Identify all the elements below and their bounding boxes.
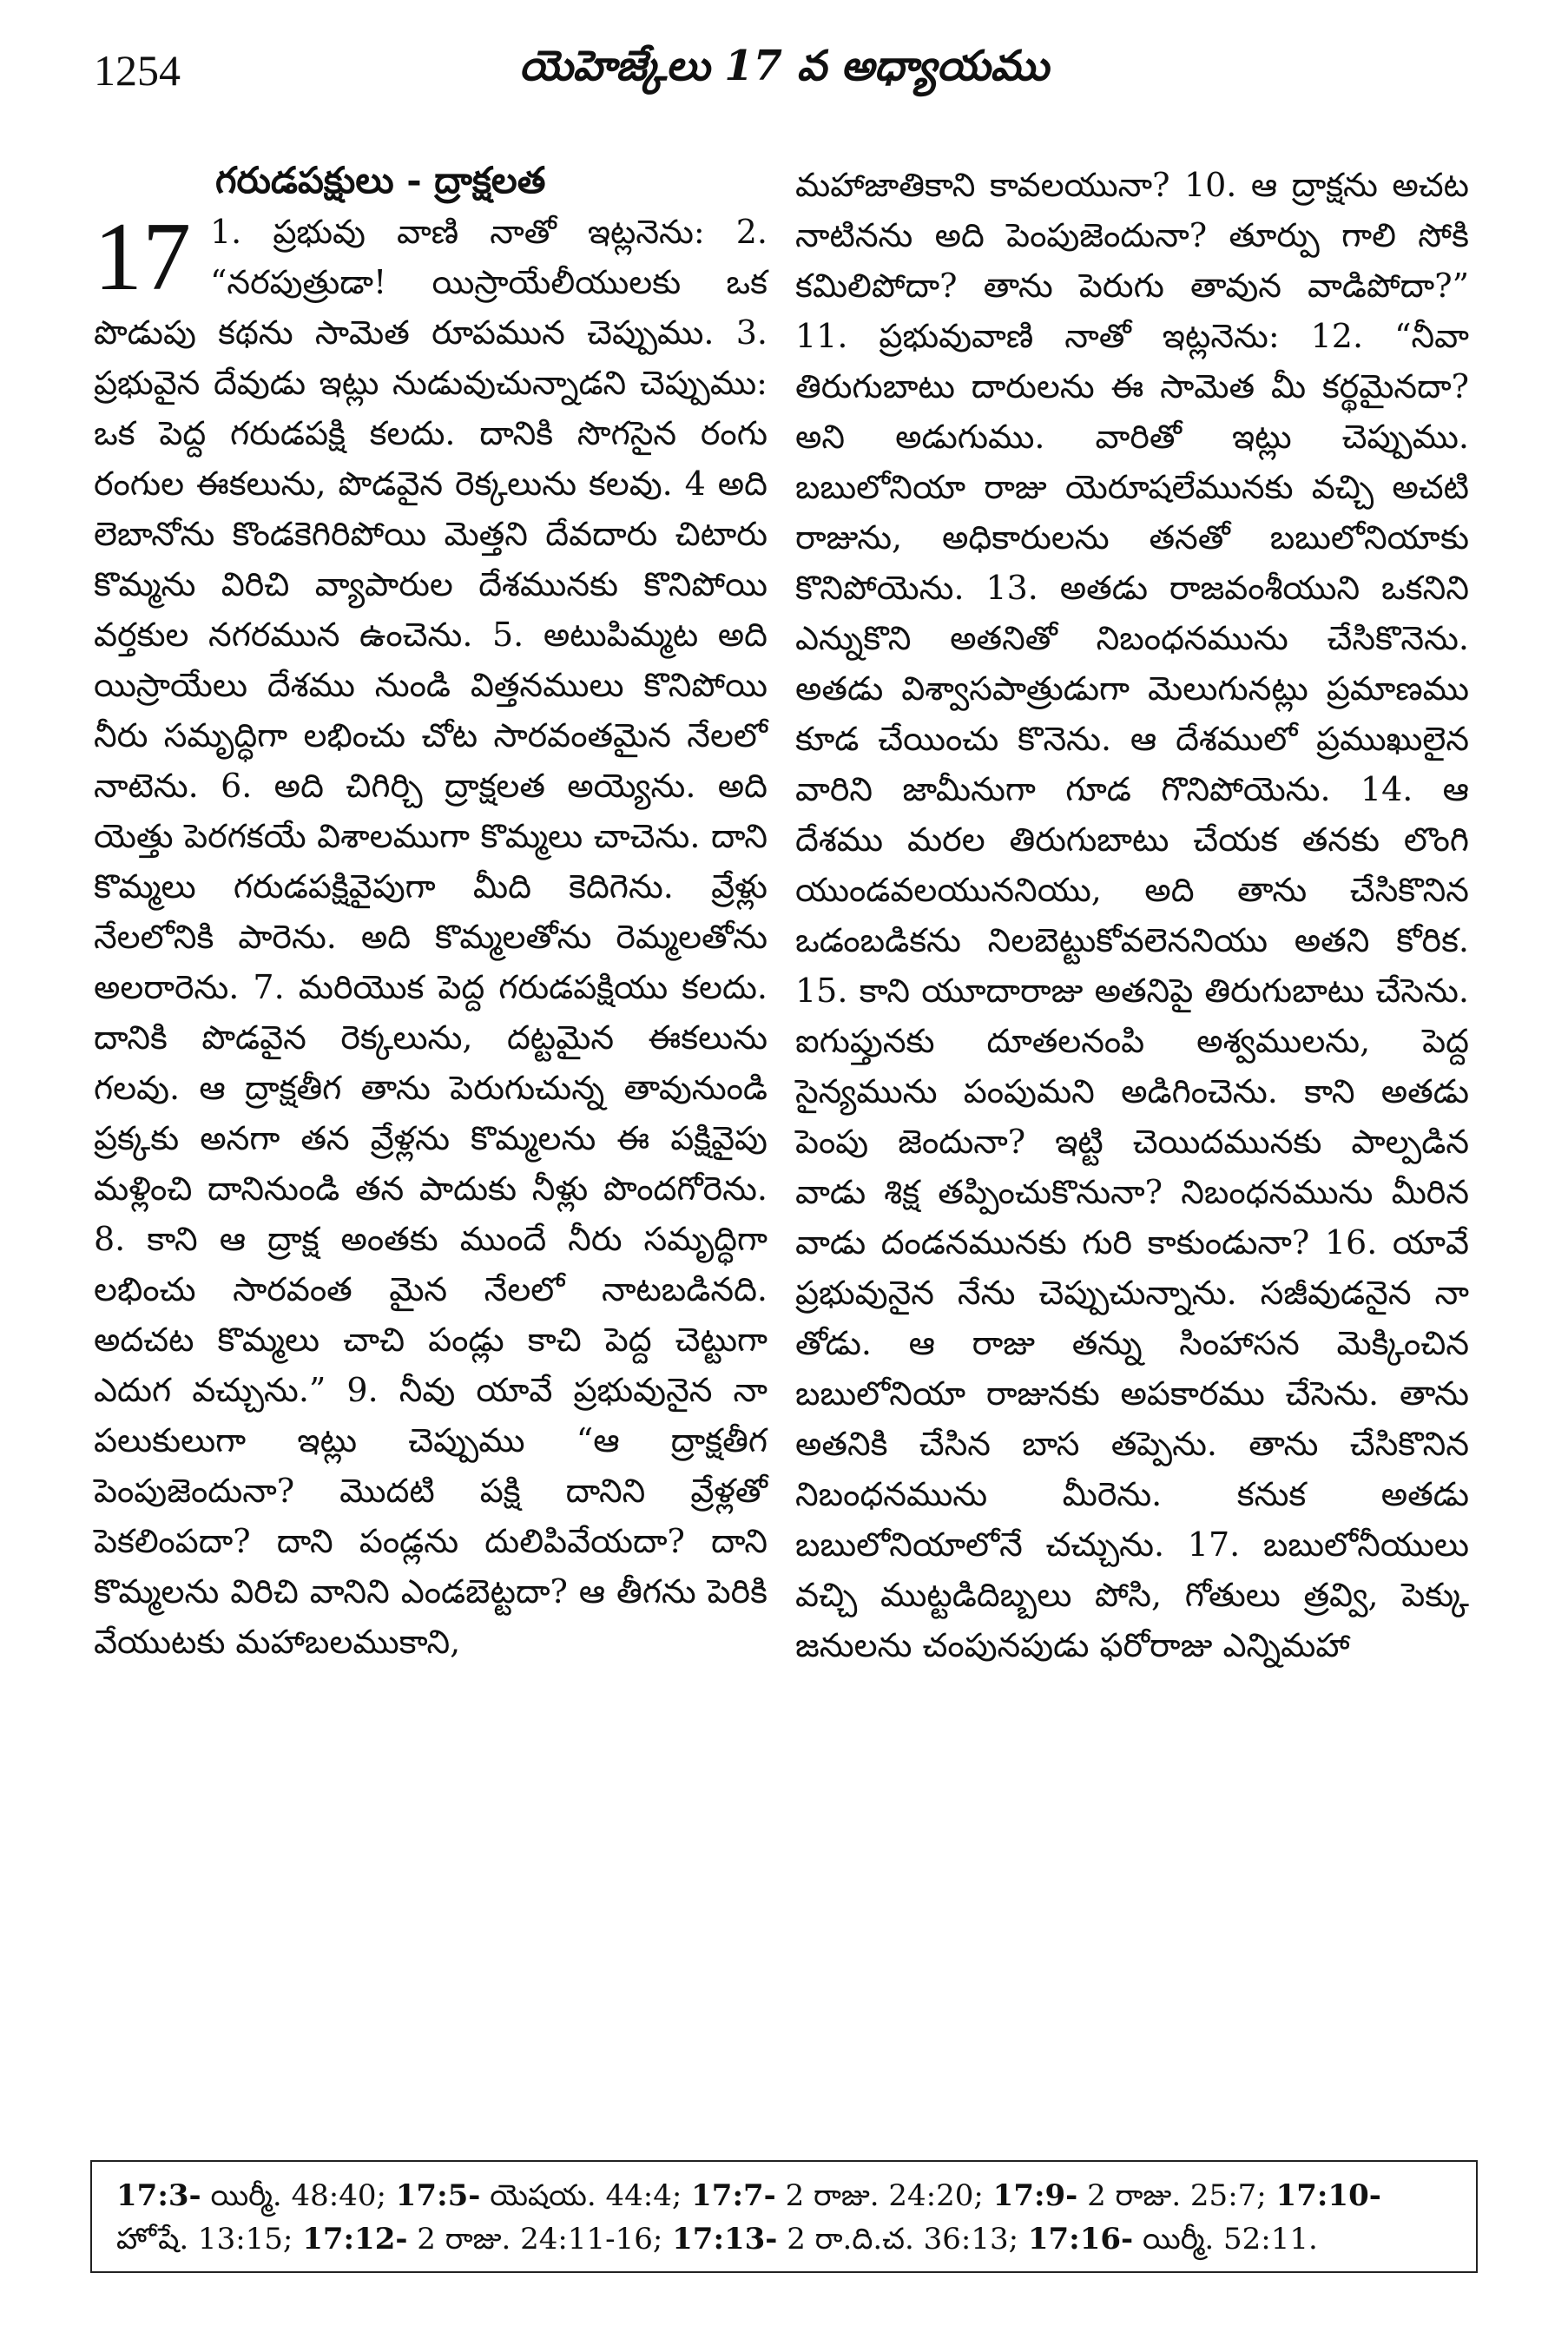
footnote-item: [993, 2178, 1276, 2213]
left-column-text: 1. ప్రభువు వాణి నాతో ఇట్లనెను: 2. “నరపుత్రుడా! యిస్రాయేలీయులకు ఒక పొడుపు కథను సామెత రూపమున చెప్పుము. 3. ప్రభువైన దేవుడు ఇట్లు నుడువుచున్నాడని చెప్పుము: ఒక పెద్ద గరుడపక్షి కలదు. దానికి సొగసైన రంగు రంగుల ఈకలును, పొడవైన రెక్కలును కలవు. 4 అది లెబానోను కొండకెగిరిపోయి మెత్తని దేవదారు చిటారు కొమ్మను విరిచి వ్యాపారుల దేశమునకు కొనిపోయి వర్తకుల నగరమున ఉంచెను. 5. అటుపిమ్మట అది యిస్రాయేలు దేశము నుండి విత్తనములు కొనిపోయి నీరు సమృద్ధిగా లభించు చోట సారవంతమైన నేలలో నాటెను. 6. అది చిగిర్చి ద్రాక్షలత అయ్యెను. అది యెత్తు పెరగకయే విశాలముగా కొమ్మలు చాచెను. దాని కొమ్మలు గరుడపక్షివైపుగా మీది కెదిగెను. వ్రేళ్లు నేలలోనికి పారెను. అది కొమ్మలతోను రెమ్మలతోను అలరారెను. 7. మరియొక పెద్ద గరుడపక్షియు కలదు. దానికి పొడవైన రెక్కలును, దట్టమైన ఈకలును గలవు. ఆ ద్రాక్షతీగ తాను పెరుగుచున్న తావునుండి ప్రక్కకు అనగా తన వ్రేళ్లను కొమ్మలను ఈ పక్షివైపు మళ్లించి దానినుండి తన పాదుకు నీళ్లు పొందగోరెను. 8. కాని ఆ ద్రాక్ష అంతకు ముందే నీరు సమృద్ధిగా లభించు సారవంత మైన నేలలో నాటబడినది. అదచట కొమ్మలు చాచి పండ్లు కాచి పెద్ద చెట్టుగా ఎదుగ వచ్చును.” 9. నీవు యావే ప్రభువునైన నా పలుకులుగా ఇట్లు చెప్పుము “ఆ ద్రాక్షతీగ పెంపుజెందునా? మొదటి పక్షి దానిని వ్రేళ్లతో పెకలింపదా? దాని పండ్లను దులిపివేయదా? దాని కొమ్మలను విరిచి వానిని ఎండబెట్టదా? ఆ తీగను పెరికి వేయుటకు మహాబలముకాని,: [94, 213, 768, 1661]
right-column-text: మహాజాతికాని కావలయునా? 10. ఆ ద్రాక్షను అచట నాటినను అది పెంపుజెందునా? తూర్పు గాలి సోకి కమిలిపోదా? తాను పెరుగు తావున వాడిపోదా?” 11. ప్రభువువాణి నాతో ఇట్లనెను: 12. “నీవా తిరుగుబాటు దారులను ఈ సామెత మీ కర్థమైనదా? అని అడుగుము. వారితో ఇట్లు చెప్పుము. బబులోనియా రాజు యెరూషలేమునకు వచ్చి అచటి రాజును, అధికారులను తనతో బబులోనియాకు కొనిపోయెను. 13. అతడు రాజవంశీయుని ఒకనిని ఎన్నుకొని అతనితో నిబంధనమును చేసికొనెను. అతడు విశ్వాసపాత్రుడుగా మెలుగునట్లు ప్రమాణము కూడ చేయించు కొనెను. ఆ దేశములో ప్రముఖులైన వారిని జామీనుగా గూడ గొనిపోయెను. 14. ఆ దేశము మరల తిరుగుబాటు చేయక తనకు లొంగి యుండవలయుననియు, అది తాను చేసికొనిన ఒడంబడికను నిలబెట్టుకోవలెననియు అతని కోరిక. 15. కాని యూదారాజు అతనిపై తిరుగుబాటు చేసెను. ఐగుప్తునకు దూతలనంపి అశ్వములను, పెద్ద సైన్యమును పంపుమని అడిగించెను. కాని అతడు పెంపు జెందునా? ఇట్టి చెయిదమునకు పాల్పడిన వాడు శిక్ష తప్పించుకొనునా? నిబంధనమును మీరిన వాడు దండనమునకు గురి కాకుండునా? 16. యావే ప్రభువునైన నేను చెప్పుచున్నాను. సజీవుడనైన నా తోడు. ఆ రాజు తన్ను సింహాసన మెక్కించిన బబులోనియా రాజునకు అపకారము చేసెను. తాను అతనికి చేసిన బాస తప్పెను. తాను చేసికొనిన నిబంధనమును మీరెను. కనుక అతడు బబులోనియాలోనే చచ్చును. 17. బబులోనీయులు వచ్చి ముట్టడిదిబ్బలు పోసి, గోతులు త్రవ్వి, పెక్కు జనులను చంపునపుడు ఫరోరాజు ఎన్నిమహా: [795, 166, 1469, 1664]
footnote-item: [672, 2222, 1028, 2256]
footnote-ref: 17:5-: [395, 2178, 481, 2213]
footnote-item: [396, 2178, 691, 2213]
right-column: [795, 160, 1469, 1670]
footnote-text: హోషే. 13:15;: [116, 2222, 303, 2256]
footnote-item: [302, 2222, 672, 2256]
footnote-text: 2 రాజు. 24:11-16;: [407, 2222, 673, 2256]
footnote-text: యిర్మీ. 52:11.: [1133, 2222, 1318, 2256]
footnote-item: [116, 2178, 396, 2213]
footnote-ref: 17:13-: [672, 2222, 778, 2256]
footnote-text: 2 రా.ది.చ. 36:13;: [777, 2222, 1028, 2256]
page-number: 1254: [94, 46, 181, 95]
footnote-ref: 17:3-: [116, 2178, 201, 2213]
footnote-ref: 17:7-: [691, 2178, 776, 2213]
footnote-text: యెషయ. 44:4;: [480, 2178, 692, 2213]
section-heading: గరుడపక్షులు - ద్రాక్షలత: [215, 159, 546, 201]
running-head: యెహెజ్కేలు 17 వ అధ్యాయము: [519, 42, 1049, 90]
footnote-text: 2 రాజు. 24:20;: [775, 2178, 993, 2213]
footnote-item: [1028, 2222, 1318, 2256]
footnote-text: 2 రాజు. 25:7;: [1077, 2178, 1276, 2213]
chapter-number: 17: [94, 203, 191, 311]
footnote-ref: 17:9-: [992, 2178, 1078, 2213]
footnote-ref: 17:12-: [302, 2222, 408, 2256]
footnotes-box: [90, 2160, 1478, 2273]
footnote-item: [691, 2178, 993, 2213]
footnote-ref: 17:10-: [1275, 2178, 1381, 2213]
left-column: [94, 156, 768, 1667]
footnote-text: యిర్మీ. 48:40;: [201, 2178, 396, 2213]
footnote-ref: 17:16-: [1027, 2222, 1134, 2256]
